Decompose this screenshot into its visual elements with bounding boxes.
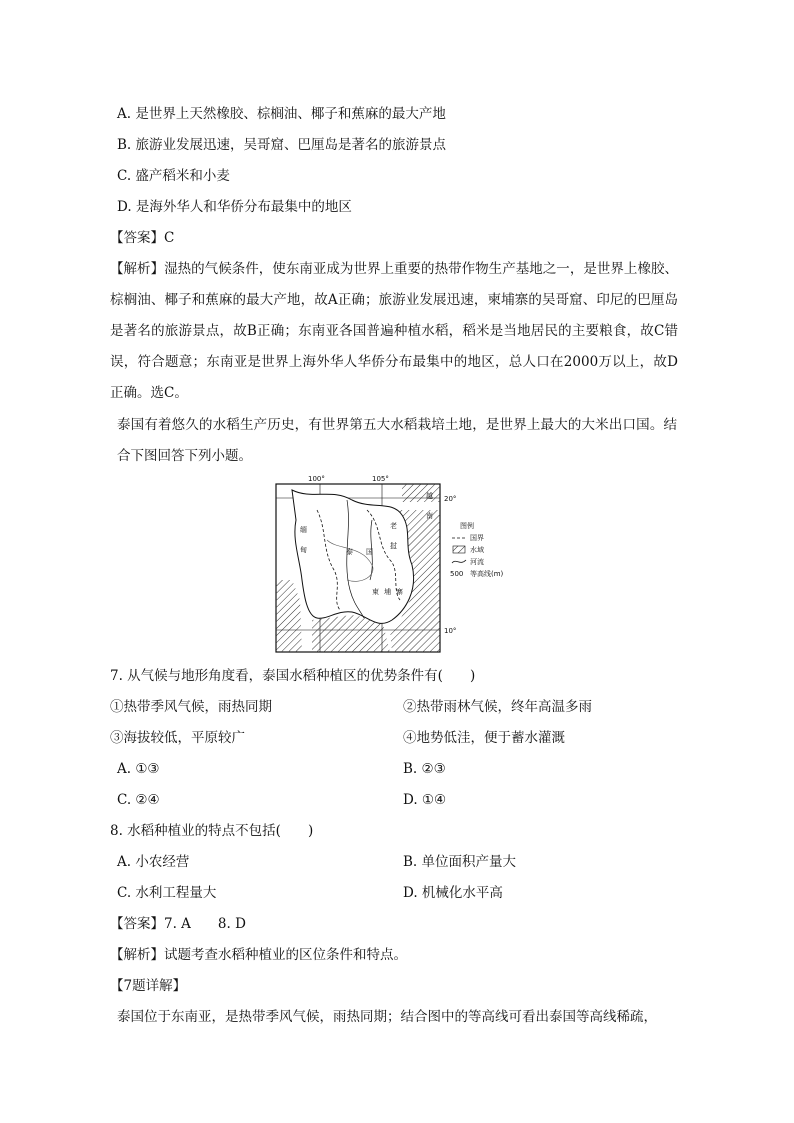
option-c: C. 盛产稻米和小麦	[117, 168, 230, 184]
label-jian: 柬	[372, 588, 379, 596]
q7-option-b: B. ②③	[403, 761, 446, 777]
label-guo: 国	[366, 548, 373, 556]
lat-label-20: 20°	[444, 495, 457, 503]
option-a: A. 是世界上天然橡胶、棕榈油、椰子和蕉麻的最大产地	[117, 106, 446, 122]
legend-contour-value: 500	[450, 570, 464, 578]
answer-label: 【答案】C	[110, 230, 175, 246]
q8-option-d: D. 机械化水平高	[403, 885, 503, 901]
legend-river: 河流	[470, 558, 484, 566]
q7-option-a: A. ①③	[117, 761, 160, 777]
q7-statement-3: ③海拔较低，平原较广	[110, 730, 245, 746]
label-yue: 越	[426, 492, 433, 500]
detail-text: 泰国位于东南亚，是热带季风气候，雨热同期；结合图中的等高线可看出泰国等高线稀疏，	[117, 1009, 657, 1025]
q7-option-c: C. ②④	[117, 792, 160, 808]
map-legend	[450, 521, 504, 578]
lat-label-10: 10°	[444, 627, 457, 635]
legend-contour: 等高线(m)	[470, 570, 504, 578]
label-dian: 甸	[300, 546, 307, 554]
option-d: D. 是海外华人和华侨分布最集中的地区	[117, 199, 352, 215]
q8-option-c: C. 水利工程量大	[117, 885, 217, 901]
label-zhai: 寨	[396, 588, 403, 596]
q8-option-b: B. 单位面积产量大	[403, 854, 517, 870]
label-mian: 缅	[300, 526, 307, 534]
analysis2-text: 【解析】试题考查水稻种植业的区位条件和特点。	[110, 947, 407, 963]
land-outline	[292, 490, 414, 623]
label-tai: 泰	[346, 548, 353, 556]
lon-label-100: 100°	[308, 475, 325, 483]
legend-water-symbol	[453, 546, 465, 553]
legend-title: 图例	[460, 522, 474, 530]
legend-water: 水域	[470, 546, 484, 554]
q8-stem: 8. 水稻种植业的特点不包括( )	[110, 823, 314, 839]
legend-river-symbol	[452, 560, 466, 563]
q7-statement-4: ④地势低洼，便于蓄水灌溉	[403, 730, 565, 746]
analysis-paragraph: 【解析】湿热的气候条件，使东南亚成为世界上重要的热带作物生产基地之一，是世界上橡胶、棕榈油、椰子和蕉麻的最大产地，故A正确；旅游业发展迅速，柬埔寨的吴哥窟、印尼的巴厘岛是著名的旅游景点，故B正确；东南亚各国普遍种植水稻，稻米是当地居民的主要粮食，故C错误，符合题意；东南亚是世界上海外华人华侨分布最集中的地区，总人口在2000万以上，故D正确。选C。	[110, 261, 678, 401]
thailand-map	[272, 470, 522, 655]
q7-statement-2: ②热带雨林气候，终年高温多雨	[403, 699, 592, 715]
q7-statement-1: ①热带季风气候，雨热同期	[110, 699, 272, 715]
lon-label-105: 105°	[372, 475, 389, 483]
q8-option-a: A. 小农经营	[117, 854, 190, 870]
answer2-label: 【答案】7. A 8. D	[110, 916, 246, 932]
water-north	[402, 484, 440, 502]
detail-heading: 【7题详解】	[110, 978, 187, 994]
water-andaman	[276, 580, 302, 652]
label-lao: 老	[390, 522, 397, 530]
legend-border: 国界	[470, 534, 484, 542]
q7-option-d: D. ①④	[403, 792, 447, 808]
label-pu: 埔	[384, 588, 391, 596]
label-wo: 挝	[390, 542, 397, 550]
intro-paragraph: 泰国有着悠久的水稻生产历史，有世界第五大水稻栽培土地，是世界上最大的大米出口国。结合下图回答下列小题。	[117, 417, 677, 464]
label-nan: 南	[426, 512, 433, 520]
option-b: B. 旅游业发展迅速，吴哥窟、巴厘岛是著名的旅游景点	[117, 137, 447, 153]
q7-stem: 7. 从气候与地形角度看，泰国水稻种植区的优势条件有( )	[110, 668, 476, 684]
thailand-map-figure	[272, 470, 522, 655]
